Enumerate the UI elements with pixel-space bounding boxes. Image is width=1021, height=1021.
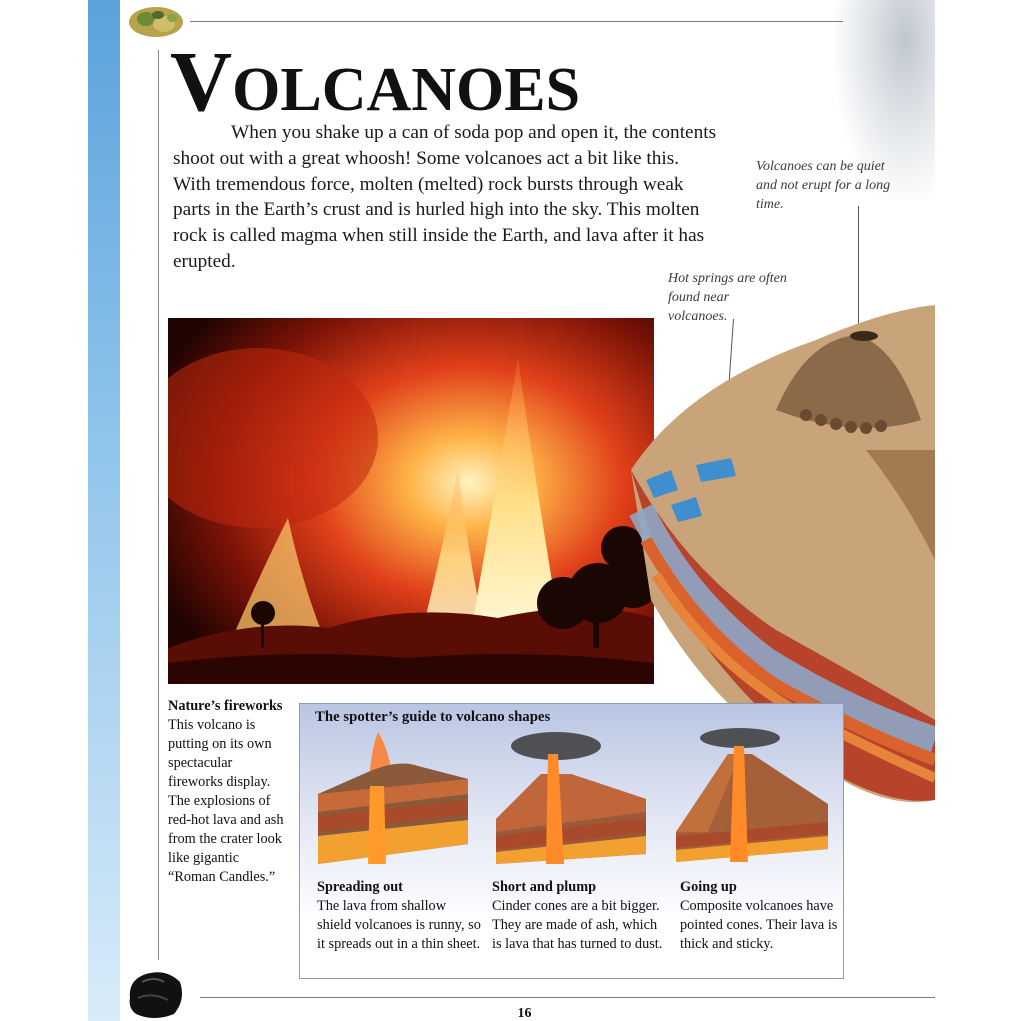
page-title — [170, 33, 581, 129]
guide-item-text: The lava from shallow shield volcanoes is runny, so it spreads out in a thin sheet. — [317, 898, 481, 952]
shield-volcano-illustration — [308, 724, 476, 876]
cinder-cone-illustration — [486, 724, 654, 876]
guide-item-heading: Spreading out — [317, 879, 403, 895]
guide-item-heading: Short and plump — [492, 879, 597, 895]
guide-title: The spotter’s guide to volcano shapes — [315, 709, 551, 725]
left-rule — [158, 50, 159, 960]
note-hot-springs: Hot springs are often found near volcanoes. — [668, 271, 787, 324]
eruption-photo — [168, 318, 654, 684]
intro-paragraph — [173, 120, 718, 275]
photo-caption-title: Nature’s fireworks — [168, 698, 283, 714]
guide-item-shield — [317, 878, 482, 954]
photo-caption — [168, 697, 290, 887]
volcano-shapes-guide — [299, 703, 844, 979]
guide-item-heading: Going up — [680, 879, 737, 895]
composite-volcano-illustration — [668, 724, 836, 876]
photo-caption-text: This volcano is putting on its own spectacular fireworks display. The explosions of red-hot lava and ash from the crater look like gigantic “Roman Candles.” — [168, 717, 284, 885]
sky-border — [88, 0, 120, 1021]
guide-item-text: Cinder cones are a bit bigger. They are made of ash, which is lava that has turned to dust. — [492, 898, 663, 952]
note-quiet-volcanoes: Volcanoes can be quiet and not erupt for a long time. — [756, 159, 891, 212]
intro-text: When you shake up a can of soda pop and open it, the contents shoot out with a great whoosh! Some volcanoes act a bit like this. With tremendous force, molten (melted) rock bursts through weak parts in the Earth’s crust and is hurled high into the sky. This molten rock is called magma when still inside the Earth, and lava after it has erupted. — [173, 122, 717, 272]
guide-item-composite — [680, 878, 840, 954]
title-rest: OLCANOES — [232, 56, 581, 124]
title-initial: V — [170, 33, 233, 129]
page-number: 16 — [517, 1006, 532, 1021]
top-rule — [190, 21, 843, 22]
guide-item-text: Composite volcanoes have pointed cones. Their lava is thick and sticky. — [680, 898, 838, 952]
guide-item-cinder — [492, 878, 667, 954]
bottom-rule — [200, 997, 935, 998]
